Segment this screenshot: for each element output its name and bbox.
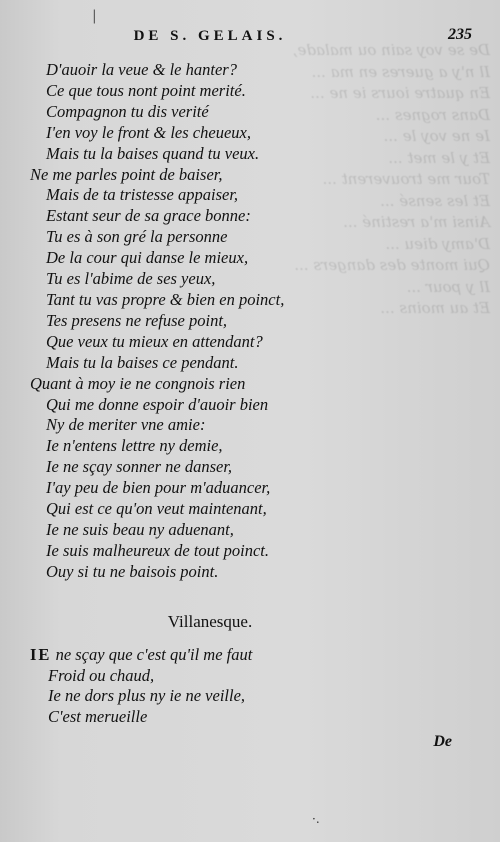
verse-line: D'auoir la veue & le hanter? bbox=[46, 60, 237, 79]
section-title: Villanesque. bbox=[167, 612, 253, 631]
verse-line: Mais de ta tristesse appaiser, bbox=[46, 185, 239, 205]
verse-line: Ie ne dors plus ny ie ne veille, bbox=[48, 686, 246, 705]
verse-line: Qui est ce qu'on veut maintenant, bbox=[46, 499, 267, 519]
verse-line bbox=[30, 645, 390, 666]
verse-line: Ne me parles point de baiser, bbox=[30, 164, 223, 184]
verse-line: Quant à moy ie ne congnois rien bbox=[30, 373, 246, 393]
verse-line: Que veux tu mieux en attendant? bbox=[46, 331, 263, 351]
catchword: De bbox=[433, 733, 452, 750]
verse-line: Ny de meriter vne amie: bbox=[46, 415, 206, 435]
verse-line: Tant tu vas propre & bien en poinct, bbox=[46, 289, 285, 309]
verse-line: De la cour qui danse le mieux, bbox=[46, 248, 249, 268]
verse-line: Qui me donne espoir d'auoir bien bbox=[46, 394, 269, 414]
verse-line-text: ne sçay que c'est qu'il me faut bbox=[51, 645, 253, 664]
villanesque-poem bbox=[30, 645, 390, 727]
verse-line: I'en voy le front & les cheueux, bbox=[46, 122, 251, 142]
verse-line: Mais tu la baises quand tu veux. bbox=[46, 143, 260, 163]
verse-line: Ouy si tu ne baisois point. bbox=[46, 561, 219, 581]
verse-line: Tes presens ne refuse point, bbox=[46, 310, 228, 330]
verse-line: Mais tu la baises ce pendant. bbox=[46, 352, 239, 372]
verse-line: I'ay peu de bien pour m'aduancer, bbox=[46, 478, 271, 498]
running-title: DE S. GELAIS. bbox=[133, 28, 287, 44]
show-through-text: De se voy sain ou malade, Il n'y a gueres en ma ... En quatre iours ie ne ... Dans rognes ... Ie ne voy le ... Et y le met ... Tour me trouverent ... Et les sensé ... Ainsi m'a restiné ... D'amy dieu ... Qui monte des dangers ... Il y pour ... Et au moins ... bbox=[292, 41, 490, 317]
margin-mark: | bbox=[92, 8, 97, 24]
verse-line: C'est merueille bbox=[48, 706, 148, 726]
verse-line: Ce que tous nont point merité. bbox=[46, 80, 246, 100]
ink-specks: ·. bbox=[312, 812, 320, 826]
verse-line: Ie ne suis beau ny aduenant, bbox=[46, 519, 234, 539]
verse-line: Tu es l'abime de ses yeux, bbox=[46, 269, 216, 289]
page-number: 235 bbox=[448, 26, 472, 43]
verse-line: Estant seur de sa grace bonne: bbox=[46, 206, 251, 226]
poem-stanza bbox=[30, 60, 390, 583]
verse-line: Ie suis malheureux de tout poinct. bbox=[46, 540, 270, 560]
verse-line: Tu es à son gré la personne bbox=[46, 227, 228, 247]
drop-cap: IE bbox=[30, 645, 52, 664]
verse-line: Compagnon tu dis verité bbox=[46, 101, 209, 121]
verse-line: Ie ne sçay sonner ne danser, bbox=[46, 457, 233, 477]
verse-line: Ie n'entens lettre ny demie, bbox=[46, 436, 223, 456]
verse-line: Froid ou chaud, bbox=[48, 665, 155, 685]
